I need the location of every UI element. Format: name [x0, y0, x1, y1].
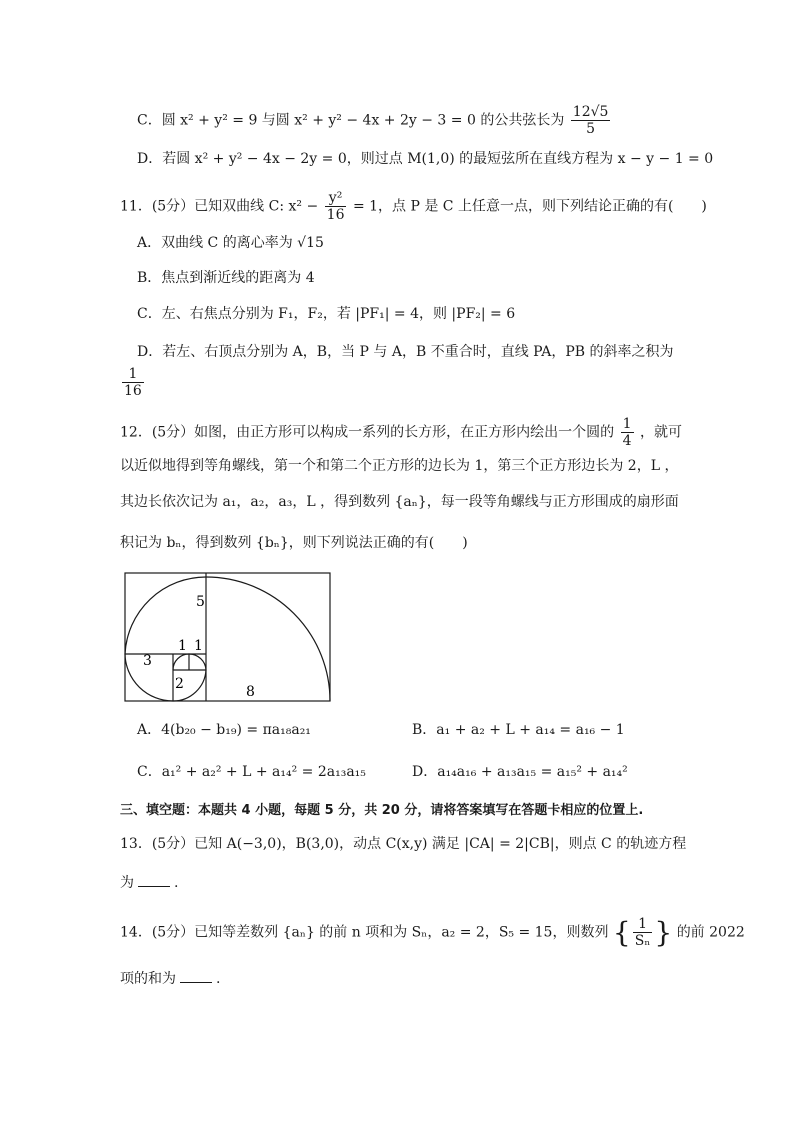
q12-option-a: A．4(b₂₀ − b₁₉) = πa₁₈a₂₁: [137, 722, 311, 738]
q10-option-c-text: C．圆 x² + y² = 9 与圆 x² + y² − 4x + 2y − 3 = 0 的公共弦长为: [137, 112, 565, 129]
q11-option-d-fraction: [122, 366, 144, 399]
q14-line-2: [120, 968, 220, 989]
fraction-numerator: 1: [633, 916, 653, 933]
fraction-denominator: 5: [586, 121, 596, 137]
figure-label-5: 5: [196, 594, 205, 610]
q14-line-2-end: .: [216, 971, 221, 987]
q14-line-1-text-2: 的前 2022: [676, 924, 745, 941]
q14-line-1-text: 14．(5分）已知等差数列 {aₙ} 的前 n 项和为 Sₙ，a₂ = 2，S₅ = 15，则数列: [120, 924, 609, 941]
q11-option-d-fraction-line: [120, 366, 146, 399]
outer-rectangle: [125, 573, 330, 701]
fraction-denominator: 16: [326, 207, 345, 223]
q12-line-1-text: 12．(5分）如图，由正方形可以构成一系列的长方形，在正方形内绘出一个圆的: [120, 424, 615, 441]
fraction-numerator: 1: [622, 416, 632, 432]
q13-answer-blank[interactable]: [138, 872, 170, 887]
q10-option-c-fraction: [571, 104, 611, 137]
q11-option-c: C．左、右焦点分别为 F₁，F₂，若 |PF₁| = 4，则 |PF₂| = 6: [137, 306, 516, 322]
q12-option-d: D．a₁₄a₁₆ + a₁₃a₁₅ = a₁₅² + a₁₄²: [412, 764, 628, 780]
fraction-denominator: 16: [124, 383, 142, 399]
q12-line-1-text-2: ，就可: [640, 424, 683, 441]
figure-label-3: 3: [143, 653, 152, 669]
figure-label-1a: 1: [178, 638, 187, 654]
q13-line-2-text: 为: [120, 875, 134, 891]
q12-option-c: C．a₁² + a₂² + L + a₁₄² = 2a₁₃a₁₅: [137, 764, 366, 780]
q13-line-2: [120, 872, 178, 893]
q11-option-d: D．若左、右顶点分别为 A，B，当 P 与 A，B 不重合时，直线 PA，PB 的斜率之积为: [137, 344, 674, 360]
q11-stem: [120, 190, 707, 223]
section-3-heading: 三、填空题：本题共 4 小题，每题 5 分，共 20 分，请将答案填写在答题卡相应的位置上.: [120, 803, 644, 818]
q11-option-b: B．焦点到渐近线的距离为 4: [137, 270, 315, 286]
q12-option-b: B．a₁ + a₂ + L + a₁₄ = a₁₆ − 1: [412, 722, 625, 738]
q12-fraction: [621, 416, 634, 449]
q13-line-1: 13．(5分）已知 A(−3,0)，B(3,0)，动点 C(x,y) 满足 |CA| = 2|CB|，则点 C 的轨迹方程: [120, 836, 687, 852]
fraction-denominator: Sₙ: [634, 933, 651, 949]
fraction-denominator: 4: [622, 433, 632, 449]
q12-line-4: 积记为 bₙ，得到数列 {bₙ}，则下列说法正确的有( ): [120, 535, 468, 551]
left-brace: {: [612, 915, 631, 949]
fraction-numerator: y²: [325, 190, 347, 207]
figure-label-1b: 1: [194, 638, 203, 654]
fibonacci-spiral-figure: [124, 572, 334, 704]
fraction-numerator: 12√5: [572, 104, 609, 120]
fraction-numerator: 1: [122, 366, 144, 383]
q14-line-2-text: 项的和为: [120, 971, 176, 987]
q12-line-3: 其边长依次记为 a₁，a₂，a₃，L ，得到数列 {aₙ}，每一段等角螺线与正方形围成的扇形面: [120, 494, 679, 510]
spiral-curve: [125, 577, 330, 701]
q11-stem-text: 11．(5分）已知双曲线 C: x² −: [120, 198, 319, 215]
q14-answer-blank[interactable]: [180, 968, 212, 983]
q10-option-d: D．若圆 x² + y² − 4x − 2y = 0，则过点 M(1,0) 的最短弦所在直线方程为 x − y − 1 = 0: [137, 151, 714, 167]
figure-label-2: 2: [175, 676, 184, 692]
q11-option-a: A．双曲线 C 的离心率为 √15: [137, 235, 324, 251]
q14-fraction: [633, 916, 653, 949]
q11-stem-text-2: = 1，点 P 是 C 上任意一点，则下列结论正确的有( ): [352, 198, 707, 215]
q13-line-2-end: .: [174, 875, 179, 891]
q12-line-1: [120, 416, 682, 449]
q10-option-c: [137, 104, 612, 137]
q12-line-2: 以近似地得到等角螺线，第一个和第二个正方形的边长为 1，第三个正方形边长为 2，L ，: [120, 458, 679, 474]
right-brace: }: [654, 915, 673, 949]
q14-line-1: [120, 916, 745, 949]
figure-label-8: 8: [246, 684, 255, 700]
q11-stem-fraction: [325, 190, 347, 223]
